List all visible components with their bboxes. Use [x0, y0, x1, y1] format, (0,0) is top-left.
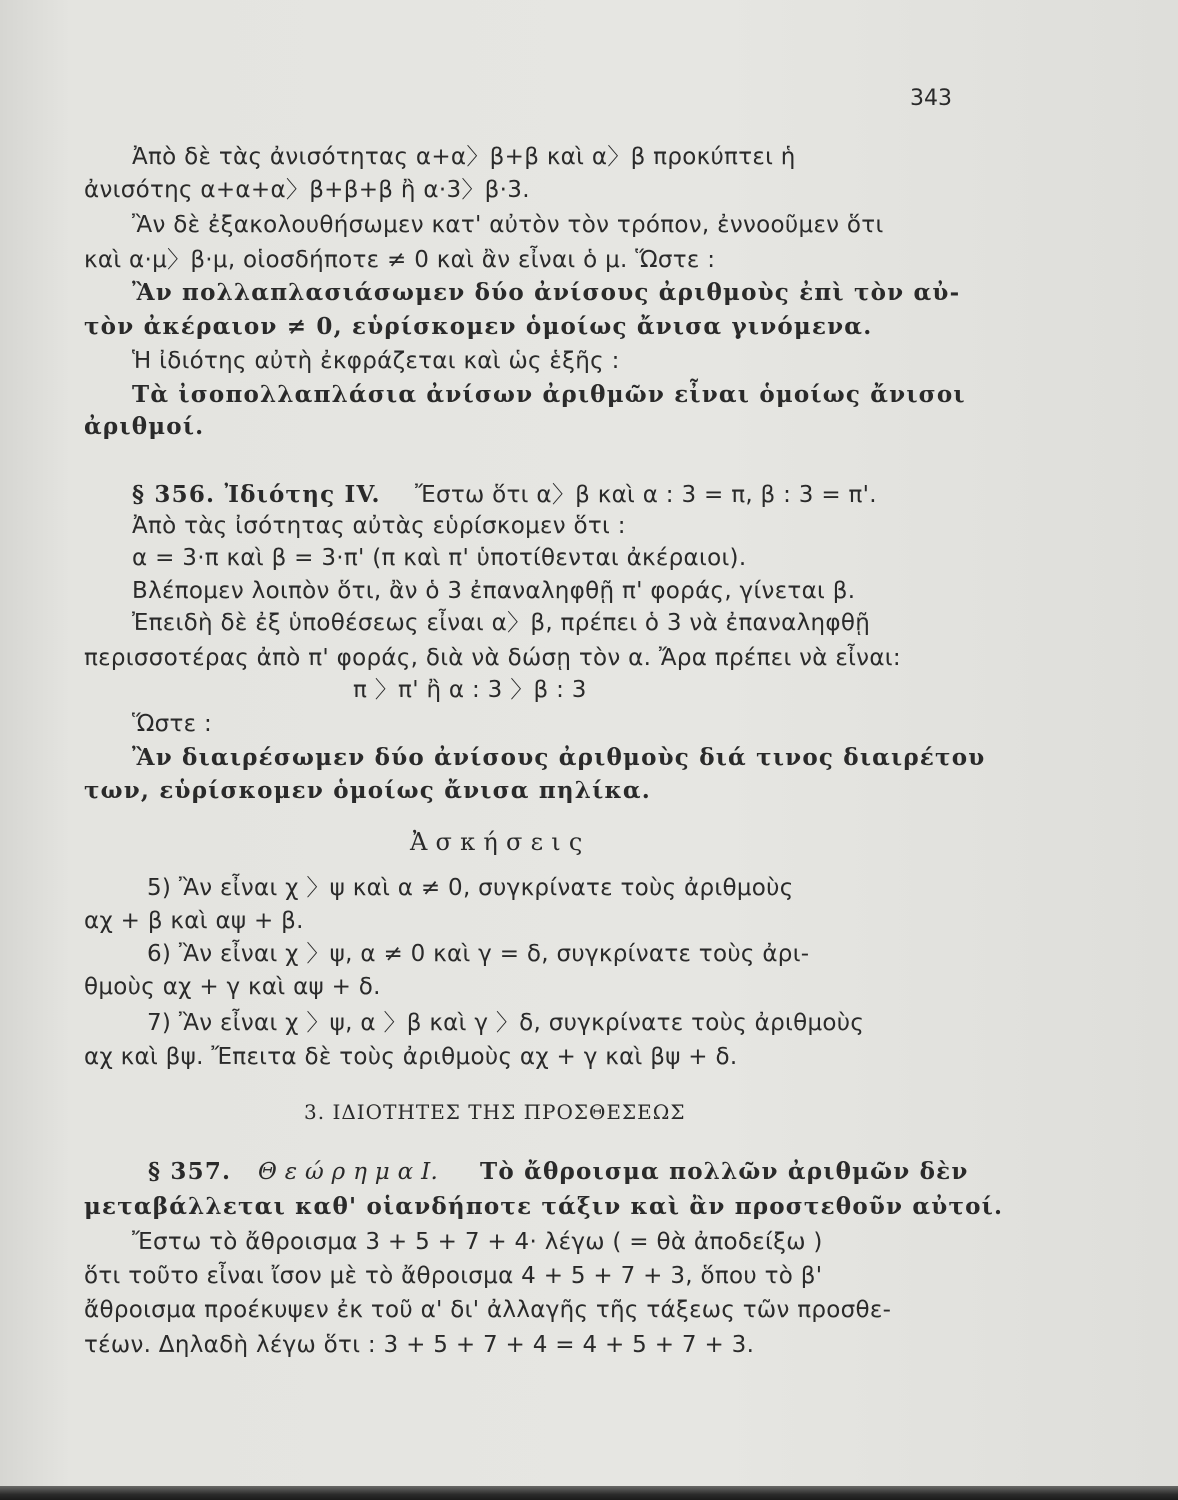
text-line: ὅτι τοῦτο εἶναι ἴσον μὲ τὸ ἄθροισμα 4 + 5 + 7 + 3, ὅπου τὸ β' — [84, 1263, 823, 1289]
theorem-line: ἀριθμοί. — [84, 413, 205, 440]
exercise-line: 6) Ἂν εἶναι χ 〉ψ, α ≠ 0 καὶ γ = δ, συγκρίνατε τοὺς ἀρι- — [147, 941, 810, 967]
text-line: Βλέπομεν λοιπὸν ὅτι, ἂν ὁ 3 ἐπαναληφθῇ π' φοράς, γίνεται β. — [132, 578, 856, 604]
text-line: ἀνισότης α+α+α〉β+β+β ἢ α·3〉β·3. — [84, 177, 530, 203]
theorem-line: των, εὑρίσκομεν ὁμοίως ἄνισα πηλίκα. — [84, 777, 652, 804]
text-line: καὶ α·μ〉β·μ, οἱοσδήποτε ≠ 0 καὶ ἂν εἶναι ὁ μ. Ὥστε : — [84, 247, 716, 273]
theorem-line: Ἂν διαιρέσωμεν δύο ἀνίσους ἀριθμοὺς διά τινος διαιρέτου — [132, 744, 986, 771]
theorem-line: μεταβάλλεται καθ' οἱανδήποτε τάξιν καὶ ἂν προστεθοῦν αὐτοί. — [84, 1193, 1004, 1220]
text-line: Ὥστε : — [132, 711, 213, 737]
text-line: τέων. Δηλαδὴ λέγω ὅτι : 3 + 5 + 7 + 4 = 4 + 5 + 7 + 3. — [84, 1332, 755, 1358]
exercise-line: 7) Ἂν εἶναι χ 〉ψ, α 〉β καὶ γ 〉δ, συγκρίνατε τοὺς ἀριθμοὺς — [147, 1010, 865, 1036]
page-bottom-edge — [0, 1486, 1178, 1500]
exercise-line: θμοὺς αχ + γ καὶ αψ + δ. — [84, 974, 381, 1000]
text-line: Ἔστω τὸ ἄθροισμα 3 + 5 + 7 + 4· λέγω ( = θὰ ἀποδείξω ) — [132, 1229, 823, 1255]
exercise-line: 5) Ἂν εἶναι χ 〉ψ καὶ α ≠ 0, συγκρίνατε τοὺς ἀριθμοὺς — [147, 875, 794, 901]
theorem-line: Ἂν πολλαπλασιάσωμεν δύο ἀνίσους ἀριθμοὺς ἐπὶ τὸν αὐ- — [132, 279, 961, 306]
section-title: 3. ΙΔΙΟΤΗΤΕΣ ΤΗΣ ΠΡΟΣΘΕΣΕΩΣ — [304, 1100, 686, 1124]
text-line: Ἂν δὲ ἐξακολουθήσωμεν κατ' αὐτὸν τὸν τρόπον, ἐννοοῦμεν ὅτι — [132, 212, 884, 238]
text-line: Ἀπὸ τὰς ἰσότητας αὐτὰς εὑρίσκομεν ὅτι : — [132, 513, 626, 539]
page-number: 343 — [910, 86, 952, 111]
section-heading-356: § 356. Ἰδιότης IV. — [132, 481, 381, 508]
text-line: α = 3·π καὶ β = 3·π' (π καὶ π' ὑποτίθενται ἀκέραιοι). — [132, 545, 747, 571]
theorem-line: Τὸ ἄθροισμα πολλῶν ἀριθμῶν δὲν — [480, 1158, 969, 1185]
exercises-heading: Ἀ σ κ ή σ ε ι ς — [410, 828, 583, 856]
text-line: Ἔστω ὅτι α〉β καὶ α : 3 = π, β : 3 = π'. — [415, 482, 877, 508]
text-line: Ἡ ἰδιότης αὐτὴ ἐκφράζεται καὶ ὡς ἑξῆς : — [132, 348, 620, 374]
theorem-line: Τὰ ἰσοπολλαπλάσια ἀνίσων ἀριθμῶν εἶναι ὁμοίως ἄνισοι — [132, 381, 966, 408]
section-heading-357: § 357. — [148, 1158, 232, 1185]
theorem-line: τὸν ἀκέραιον ≠ 0, εὑρίσκομεν ὁμοίως ἄνισα γινόμενα. — [84, 313, 873, 340]
exercise-line: αχ καὶ βψ. Ἔπειτα δὲ τοὺς ἀριθμοὺς αχ + γ καὶ βψ + δ. — [84, 1044, 738, 1070]
theorem-label: Θ ε ώ ρ η μ α Ι. — [258, 1159, 439, 1185]
text-line: Ἐπειδὴ δὲ ἐξ ὑποθέσεως εἶναι α〉β, πρέπει ὁ 3 νὰ ἐπαναληφθῇ — [132, 610, 871, 636]
text-line: περισσοτέρας ἀπὸ π' φοράς, διὰ νὰ δώσῃ τὸν α. Ἄρα πρέπει νὰ εἶναι: — [84, 645, 901, 671]
text-line: Ἀπὸ δὲ τὰς ἀνισότητας α+α〉β+β καὶ α〉β προκύπτει ἡ — [132, 144, 796, 170]
exercise-line: αχ + β καὶ αψ + β. — [84, 908, 304, 934]
text-line: ἄθροισμα προέκυψεν ἐκ τοῦ α' δι' ἀλλαγῆς τῆς τάξεως τῶν προσθε- — [84, 1297, 892, 1323]
formula-line: π 〉π' ἢ α : 3 〉β : 3 — [353, 677, 587, 703]
